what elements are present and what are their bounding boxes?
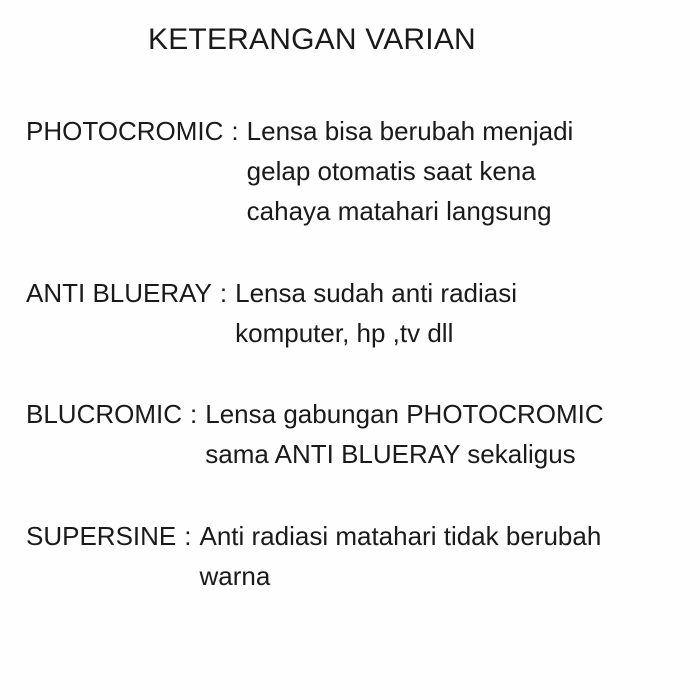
description-line: Anti radiasi matahari tidak berubah — [199, 521, 602, 551]
variant-description — [235, 273, 517, 353]
description-line: cahaya matahari langsung — [246, 196, 552, 226]
page-title: KETERANGAN VARIAN — [148, 23, 476, 56]
description-line: komputer, hp ,tv dll — [235, 318, 454, 348]
description-line: Lensa bisa berubah menjadi — [246, 116, 574, 146]
variant-entry-photocromic — [26, 111, 573, 231]
variant-term: SUPERSINE — [26, 521, 177, 551]
description-line: sama ANTI BLUERAY sekaligus — [205, 439, 576, 469]
term-separator: : — [184, 521, 192, 551]
variant-entry-anti-blueray — [26, 273, 517, 353]
variant-term: ANTI BLUERAY — [26, 278, 212, 308]
variant-entry-supersine — [26, 516, 601, 596]
term-separator: : — [219, 278, 228, 308]
description-line: gelap otomatis saat kena — [246, 156, 536, 186]
description-line: Lensa gabungan PHOTOCROMIC — [205, 399, 604, 429]
description-line: warna — [199, 561, 271, 591]
description-line: Lensa sudah anti radiasi — [235, 278, 518, 308]
term-separator: : — [190, 399, 198, 429]
variant-description — [205, 394, 603, 474]
variant-description — [247, 111, 574, 231]
variant-term: BLUCROMIC — [26, 399, 183, 429]
variant-entry-blucromic — [26, 394, 604, 474]
term-separator: : — [231, 116, 239, 146]
variant-description — [200, 516, 602, 596]
variant-term: PHOTOCROMIC — [26, 116, 224, 146]
